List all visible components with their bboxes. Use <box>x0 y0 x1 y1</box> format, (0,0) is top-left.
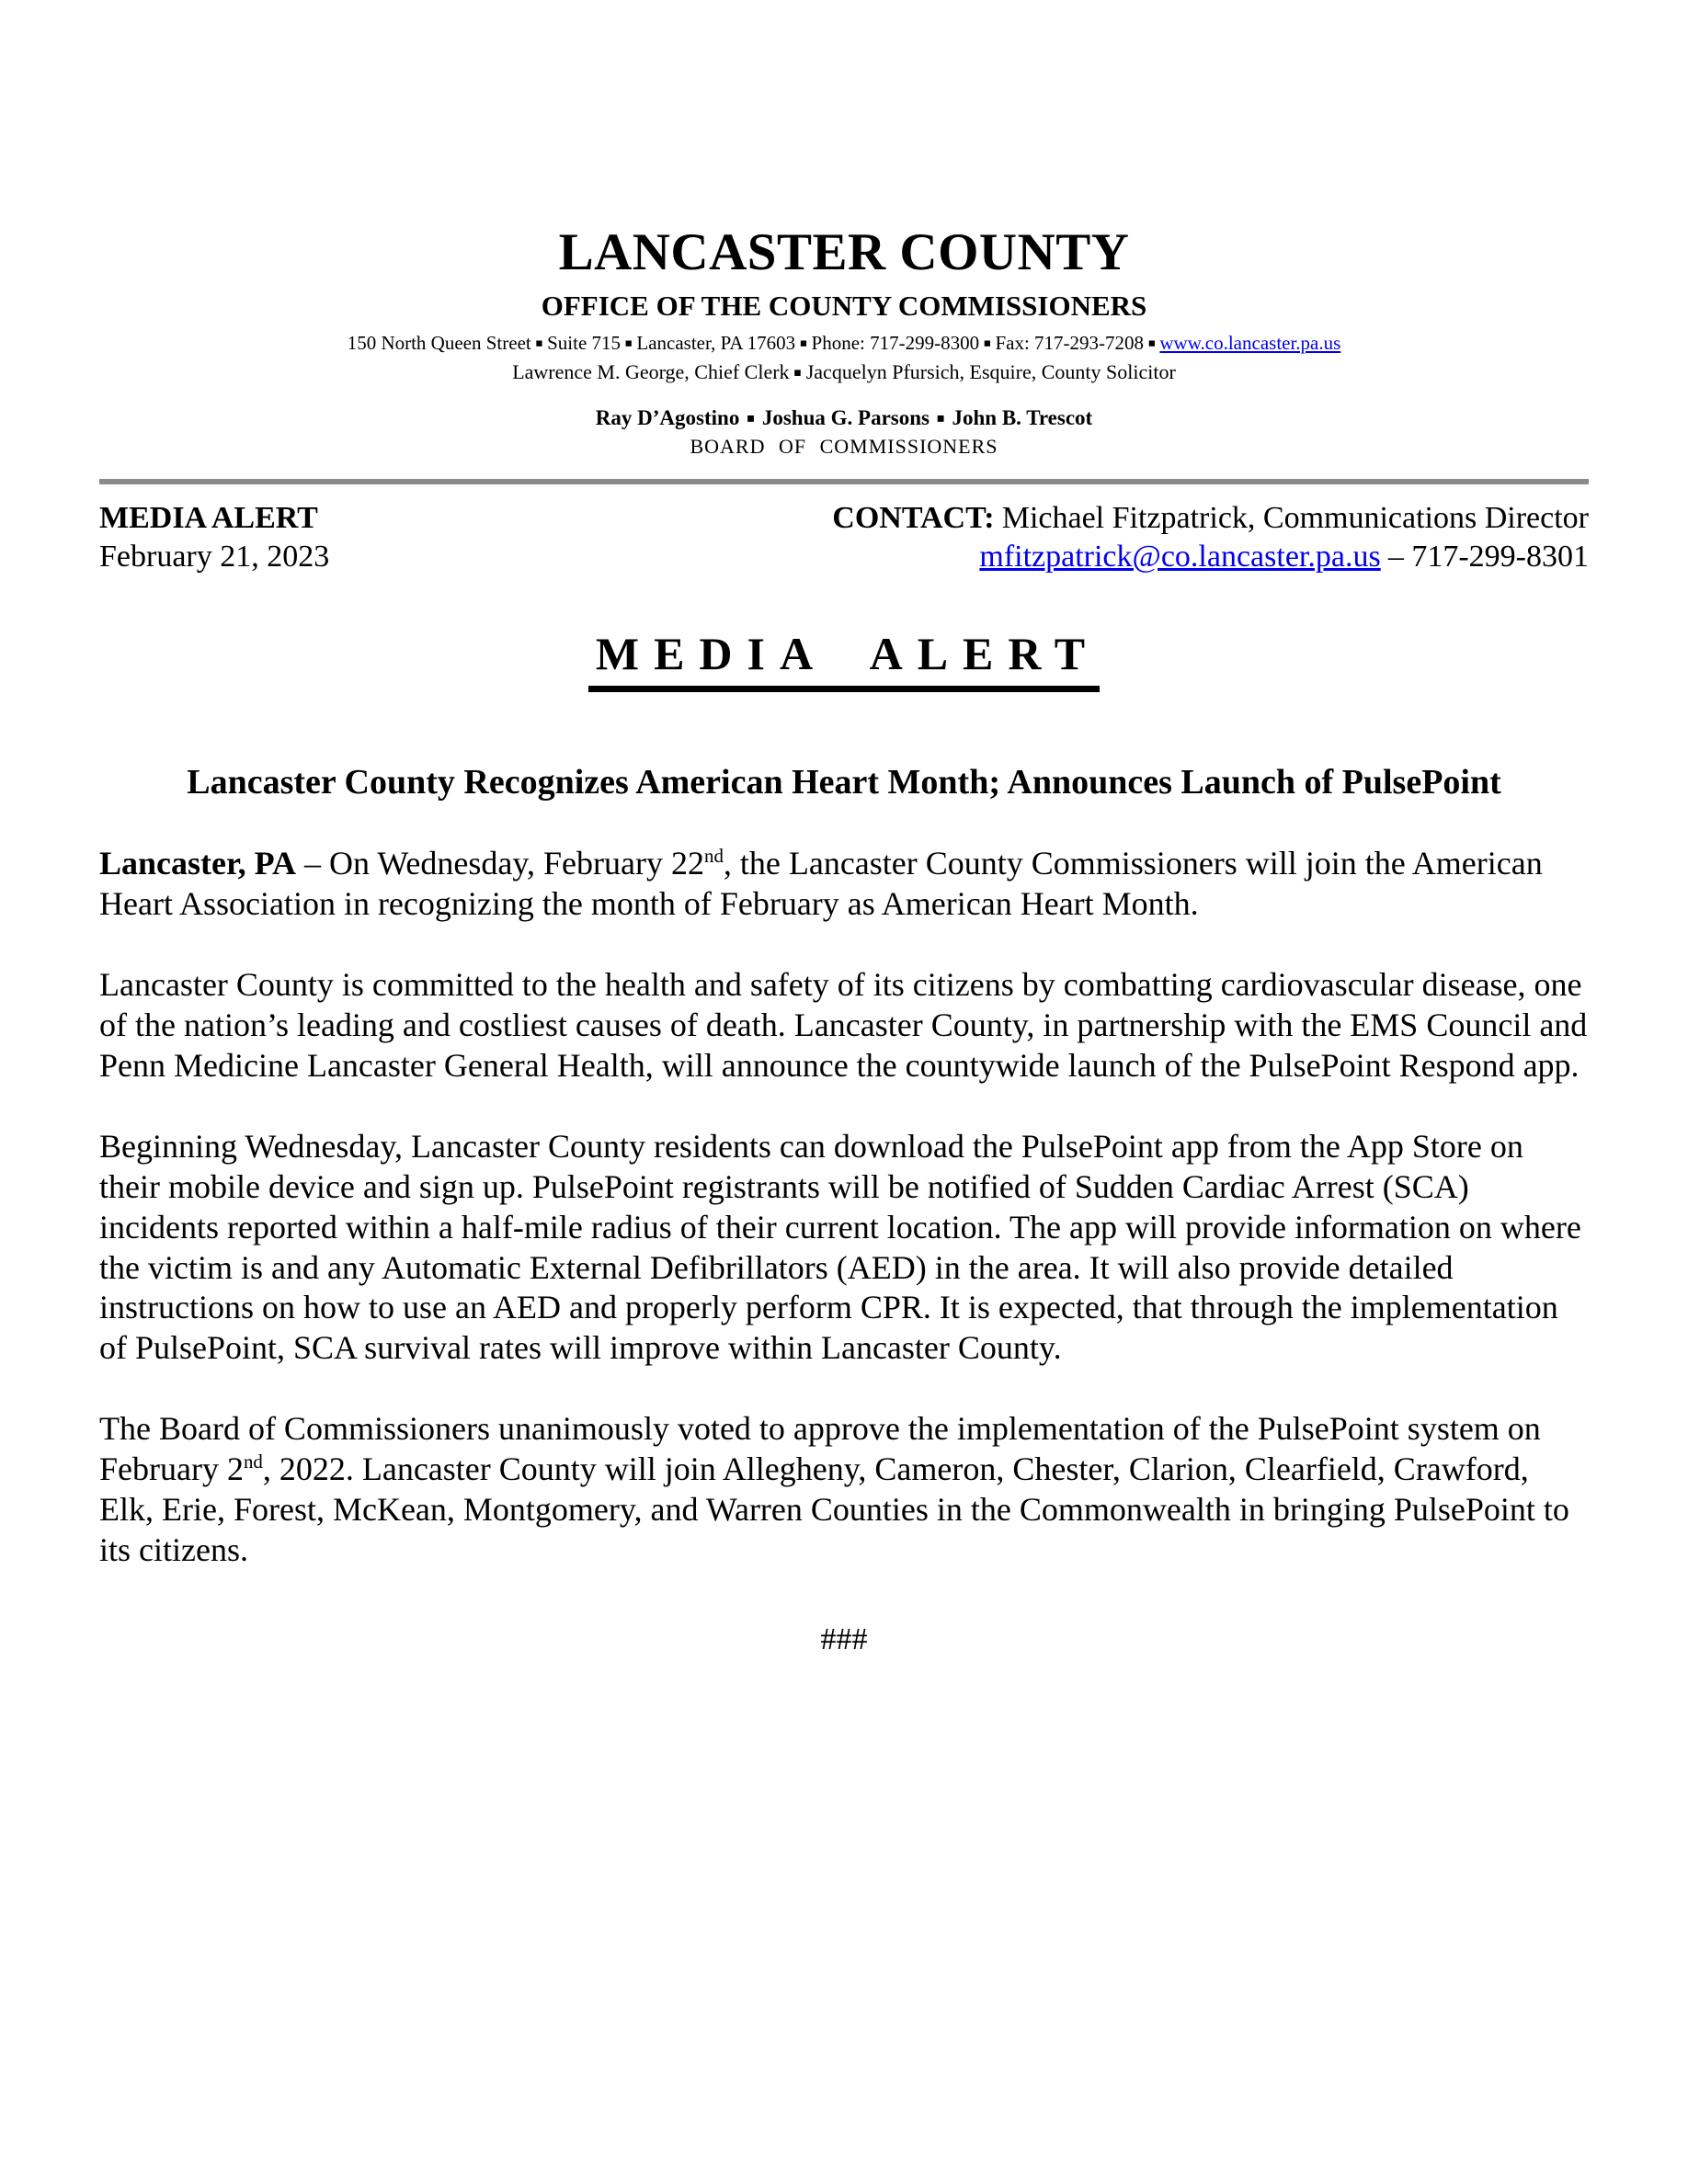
suite-text: Suite 715 <box>547 331 622 354</box>
square-bullet-icon: ▪ <box>746 411 756 427</box>
article-title: Lancaster County Recognizes American Heart Month; Announces Launch of PulsePoint <box>187 762 1501 802</box>
solicitor-text: Jacquelyn Pfursich, Esquire, County Solicitor <box>805 359 1176 383</box>
divider-rule <box>99 479 1589 484</box>
paragraph-text: , the Lancaster County Commissioners will join the American Heart Association in recognizing the month of February as American Heart Month. <box>99 845 1543 923</box>
street-text: 150 North Queen Street <box>347 331 531 354</box>
phone-text: Phone: 717-299-8300 <box>811 331 980 354</box>
square-bullet-icon: ▪ <box>799 336 808 350</box>
clerk-solicitor-line <box>99 360 1589 384</box>
commissioner-name: John B. Trescot <box>952 405 1093 429</box>
fax-text: Fax: 717-293-7208 <box>995 331 1145 354</box>
contact-email-line <box>979 538 1589 577</box>
alert-info-row-1 <box>99 499 1589 539</box>
square-bullet-icon: ▪ <box>535 336 543 350</box>
paragraph: Beginning Wednesday, Lancaster County residents can download the PulsePoint app from the App Store on their mobile device and sign up. PulsePoint registrants will be notified of Sudden Cardiac Arrest (SCA) incidents reported within a half-mile radius of their current location. The app will provide information on where the victim is and any Automatic External Defibrillators (AED) in the area. It will also provide detailed instructions on how to use an AED and properly perform CPR. It is expected, that through the implementation of PulsePoint, SCA survival rates will improve within Lancaster County. <box>99 1127 1581 1367</box>
email-link[interactable]: mfitzpatrick@co.lancaster.pa.us <box>979 540 1381 574</box>
contact-phone-text: – 717-299-8301 <box>1387 540 1589 574</box>
contact-name-text: Michael Fitzpatrick, Communications Director <box>1001 500 1589 535</box>
paragraph-text: – On Wednesday, February 22 <box>295 845 704 882</box>
alert-info-row-2 <box>99 538 1589 577</box>
headline-container <box>99 627 1589 692</box>
clerk-text: Lawrence M. George, Chief Clerk <box>512 359 790 383</box>
board-label: BOARD OF COMMISSIONERS <box>690 434 998 458</box>
dateline-text: Lancaster, PA <box>99 845 296 882</box>
square-bullet-icon: ▪ <box>936 411 945 427</box>
square-bullet-icon: ▪ <box>1147 336 1156 350</box>
commissioner-name: Ray D’Agostino <box>595 405 740 429</box>
paragraph <box>99 844 1589 925</box>
paragraph-text: The Board of Commissioners unanimously voted to approve the implementation of the PulsePoint system on February 2 <box>99 1410 1541 1488</box>
office-subtitle: OFFICE OF THE COUNTY COMMISSIONERS <box>541 289 1147 322</box>
article-body <box>99 844 1589 1571</box>
square-bullet-icon: ▪ <box>983 336 992 350</box>
city-text: Lancaster, PA 17603 <box>636 331 796 354</box>
superscript-text: nd <box>243 1450 263 1473</box>
media-alert-label: MEDIA ALERT <box>99 500 318 535</box>
commissioners-names-line <box>99 406 1589 430</box>
commissioner-name: Joshua G. Parsons <box>761 405 930 429</box>
county-name-heading: LANCASTER COUNTY <box>558 223 1130 281</box>
square-bullet-icon: ▪ <box>624 336 633 350</box>
contact-label: CONTACT: <box>832 500 995 535</box>
square-bullet-icon: ▪ <box>793 366 803 381</box>
media-alert-headline: MEDIA ALERT <box>588 627 1100 692</box>
end-mark: ### <box>820 1621 868 1656</box>
address-line <box>99 332 1589 355</box>
website-link[interactable]: www.co.lancaster.pa.us <box>1159 331 1341 354</box>
contact-line <box>832 499 1589 539</box>
superscript-text: nd <box>704 845 724 868</box>
paragraph <box>99 1409 1589 1571</box>
paragraph-text: , 2022. Lancaster County will join Allegheny, Cameron, Chester, Clarion, Clearfield, Crawford, Elk, Erie, Forest, McKean, Montgomery, and Warren Counties in the Commonwealth in bringing PulsePoint to its citizens. <box>99 1450 1569 1568</box>
alert-date-text: February 21, 2023 <box>99 540 330 574</box>
paragraph: Lancaster County is committed to the health and safety of its citizens by combatting cardiovascular disease, one of the nation’s leading and costliest causes of death. Lancaster County, in partnership with the EMS Council and Penn Medicine Lancaster General Health, will announce the countywide launch of the PulsePoint Respond app. <box>99 966 1588 1084</box>
